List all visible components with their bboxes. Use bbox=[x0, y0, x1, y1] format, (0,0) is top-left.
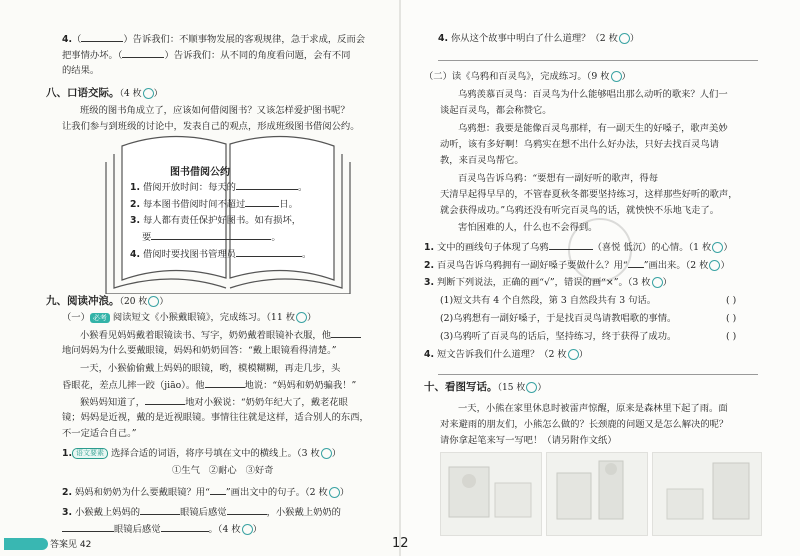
blank[interactable] bbox=[151, 230, 271, 240]
coin-icon bbox=[321, 448, 332, 459]
coin-icon bbox=[242, 524, 253, 535]
part2-q1: 1. 文中的画线句子体现了乌鸦 （喜悦 低沉）的心情。（1 枚 ） bbox=[424, 242, 733, 253]
story-p5: 猴妈妈知道了， 地对小猴说：“奶奶年纪大了，戴老花眼 bbox=[80, 397, 348, 408]
section8-p1: 班级的图书角成立了，应该如何借阅图书？又该怎样爱护图书呢？ bbox=[80, 105, 350, 116]
blank[interactable] bbox=[549, 240, 593, 250]
story2-p9: 害怕困难的人，什么也不会得到。 bbox=[458, 222, 598, 233]
blank[interactable] bbox=[205, 378, 245, 388]
story2-p8: 就会获得成功。”乌鸦还没有听完百灵鸟的话，就怏怏不乐地飞走了。 bbox=[440, 205, 720, 216]
story2-p5: 教，来百灵鸟帮它。 bbox=[440, 155, 524, 166]
blank[interactable] bbox=[122, 48, 164, 58]
answer-reference: 答案见 42 bbox=[50, 540, 92, 550]
convention-rule-3: 3. 每人都有责任保护好图书。如有损坏， bbox=[130, 215, 302, 226]
story2-p4: 动听，该有多好啊！乌鸦实在想不出什么好办法，只好去找百灵鸟请 bbox=[440, 139, 719, 150]
answer-line[interactable] bbox=[438, 374, 758, 375]
coin-icon bbox=[611, 71, 622, 82]
picture-panel-3 bbox=[652, 452, 762, 536]
part1-q2: 2. 妈妈和奶奶为什么要戴眼镜？用“ ”画出文中的句子。（2 枚 ） bbox=[62, 487, 350, 498]
story2-p3: 乌鸦想：我要是能像百灵鸟那样，有一副天生的好嗓子，歌声美妙 bbox=[458, 123, 728, 134]
page-number: 12 bbox=[392, 536, 409, 551]
story2-p6: 百灵鸟告诉乌鸦：“要想有一副好听的歌声，得每 bbox=[458, 173, 658, 184]
convention-rule-2: 2. 每本图书借阅时间不超过 日。 bbox=[130, 199, 298, 210]
story-p1: 小猴看见妈妈戴着眼镜读书、写字，奶奶戴着眼镜补衣服，他 bbox=[80, 328, 361, 343]
left-q4-line1: 4.（ ）告诉我们：不顺事物发展的客观规律，急于求成，反而会 bbox=[62, 34, 366, 45]
underline-sample bbox=[210, 485, 226, 495]
required-tag: 必考 bbox=[90, 313, 110, 323]
coin-icon bbox=[329, 487, 340, 498]
convention-title: 图书借阅公约 bbox=[170, 167, 230, 178]
coin-icon bbox=[148, 296, 159, 307]
giraffe-illustration bbox=[653, 453, 761, 535]
coin-icon bbox=[652, 277, 663, 288]
judgment-3-answer[interactable]: ( ) bbox=[726, 331, 737, 342]
story2-p2: 谈起百灵鸟，都会称赞它。 bbox=[440, 105, 552, 116]
picture-panel-2 bbox=[546, 452, 648, 536]
part1-header: （一） 必考 阅读短文《小猴戴眼镜》，完成练习。（11 枚 ） bbox=[62, 312, 317, 323]
underline-sample bbox=[628, 258, 644, 268]
book-spine bbox=[399, 0, 401, 556]
answer-line[interactable] bbox=[438, 60, 758, 61]
part1-q3-line2: 眼镜后感觉 。（4 枚 ） bbox=[62, 522, 262, 537]
section8-p2: 让我们参与到班级的讨论中，发表自己的观点，形成班级图书借阅公约。 bbox=[62, 121, 360, 132]
left-q4-line2: 把事情办坏。（ ）告诉我们：从不同的角度看问题，会有不同 bbox=[62, 50, 351, 61]
judgment-2: (2)乌鸦想有一副好嗓子，于是找百灵鸟请教唱歌的事情。 bbox=[440, 313, 677, 324]
convention-rule-1: 1. 借阅开放时间：每天的 。 bbox=[130, 182, 308, 193]
coin-icon bbox=[712, 242, 723, 253]
part2-q2: 2. 百灵鸟告诉乌鸦拥有一副好嗓子要做什么？用“ ”画出来。（2 枚 ） bbox=[424, 260, 730, 271]
part1-q1: 1. 语文要素 选择合适的词语，将序号填在文中的横线上。（3 枚 ） bbox=[62, 448, 342, 459]
picture-panel-1 bbox=[440, 452, 542, 536]
section10-p1: 一天，小熊在家里休息时被雷声惊醒，原来是森林里下起了雨。面 bbox=[458, 403, 728, 414]
blank[interactable] bbox=[161, 522, 209, 532]
section10-title: 十、看图写话。（15 枚 ） bbox=[424, 381, 547, 393]
part2-q4: 4. 短文告诉我们什么道理？（2 枚 ） bbox=[424, 349, 589, 360]
blank[interactable] bbox=[62, 522, 114, 532]
story2-p7: 天清早起得早早的，不管春夏秋冬都要坚持练习，这样那些好听的歌声， bbox=[440, 189, 738, 200]
section10-p3: 请你拿起笔来写一写吧！（请另附作文纸） bbox=[440, 435, 617, 446]
bear-house-illustration bbox=[441, 453, 541, 535]
blank[interactable] bbox=[227, 505, 267, 515]
part2-q3: 3. 判断下列说法，正确的画“√”，错误的画“×”。（3 枚 ） bbox=[424, 277, 672, 288]
blank[interactable] bbox=[140, 505, 180, 515]
left-q4-line3: 的结果。 bbox=[62, 65, 100, 76]
coin-icon bbox=[143, 88, 154, 99]
coin-icon bbox=[526, 382, 537, 393]
convention-rule-4: 4. 借阅时要找图书管理员 。 bbox=[130, 249, 312, 260]
judgment-1: (1)短文共有 4 个自然段，第 3 自然段共有 3 句话。 bbox=[440, 295, 656, 306]
judgment-3: (3)乌鸦听了百灵鸟的话后，坚持练习，终于获得了成功。 bbox=[440, 331, 677, 342]
judgment-1-answer[interactable]: ( ) bbox=[726, 295, 737, 306]
coin-icon bbox=[709, 260, 720, 271]
language-element-tag: 语文要素 bbox=[72, 448, 108, 459]
footer-badge bbox=[4, 538, 48, 550]
coin-icon bbox=[296, 312, 307, 323]
story-p3: 一天，小猴偷偷戴上妈妈的眼镜，哟，模模糊糊，再走几步，头 bbox=[80, 363, 341, 374]
blank[interactable] bbox=[145, 395, 185, 405]
animals-shelter-illustration bbox=[547, 453, 647, 535]
section8-title: 八、口语交际。（4 枚 ） bbox=[46, 87, 163, 99]
part1-q3-line1: 3. 小猴戴上妈妈的 眼镜后感觉 ，小猴戴上奶奶的 bbox=[62, 507, 341, 518]
convention-rule-3b: 要 。 bbox=[142, 232, 281, 243]
blank[interactable] bbox=[245, 197, 279, 207]
blank[interactable] bbox=[331, 328, 361, 338]
story2-p1: 乌鸦羡慕百灵鸟：百灵鸟为什么能够唱出那么动听的歌来？人们一 bbox=[458, 89, 728, 100]
blank[interactable] bbox=[81, 32, 123, 42]
part1-q1-options: ①生气 ②耐心 ③好奇 bbox=[172, 465, 274, 476]
story-p4: 昏眼花，差点儿摔一跤（jiāo）。他 地说：“妈妈和奶奶骗我！” bbox=[62, 380, 357, 391]
part2-header: （二）读《乌鸦和百灵鸟》，完成练习。（9 枚 ） bbox=[424, 71, 631, 82]
judgment-2-answer[interactable]: ( ) bbox=[726, 313, 737, 324]
coin-icon bbox=[568, 349, 579, 360]
section10-p2: 对来避雨的朋友们，小熊怎么做的？长颈鹿的问题又是怎么解决的呢？ bbox=[440, 419, 729, 430]
coin-icon bbox=[619, 33, 630, 44]
story-p7: 不一定适合自己。” bbox=[62, 428, 137, 439]
story-p6: 镜；妈妈是近视，戴的是近视眼镜。事情往往就是这样，适合别人的东西， bbox=[62, 412, 369, 423]
blank[interactable] bbox=[236, 247, 302, 257]
right-q4: 4. 你从这个故事中明白了什么道理？（2 枚 ） bbox=[438, 33, 640, 44]
story-p2: 地问妈妈为什么要戴眼镜，妈妈和奶奶回答：“戴上眼镜看得清楚。” bbox=[62, 345, 337, 356]
section9-title: 九、阅读冲浪。（20 枚 ） bbox=[46, 295, 169, 307]
blank[interactable] bbox=[236, 180, 298, 190]
